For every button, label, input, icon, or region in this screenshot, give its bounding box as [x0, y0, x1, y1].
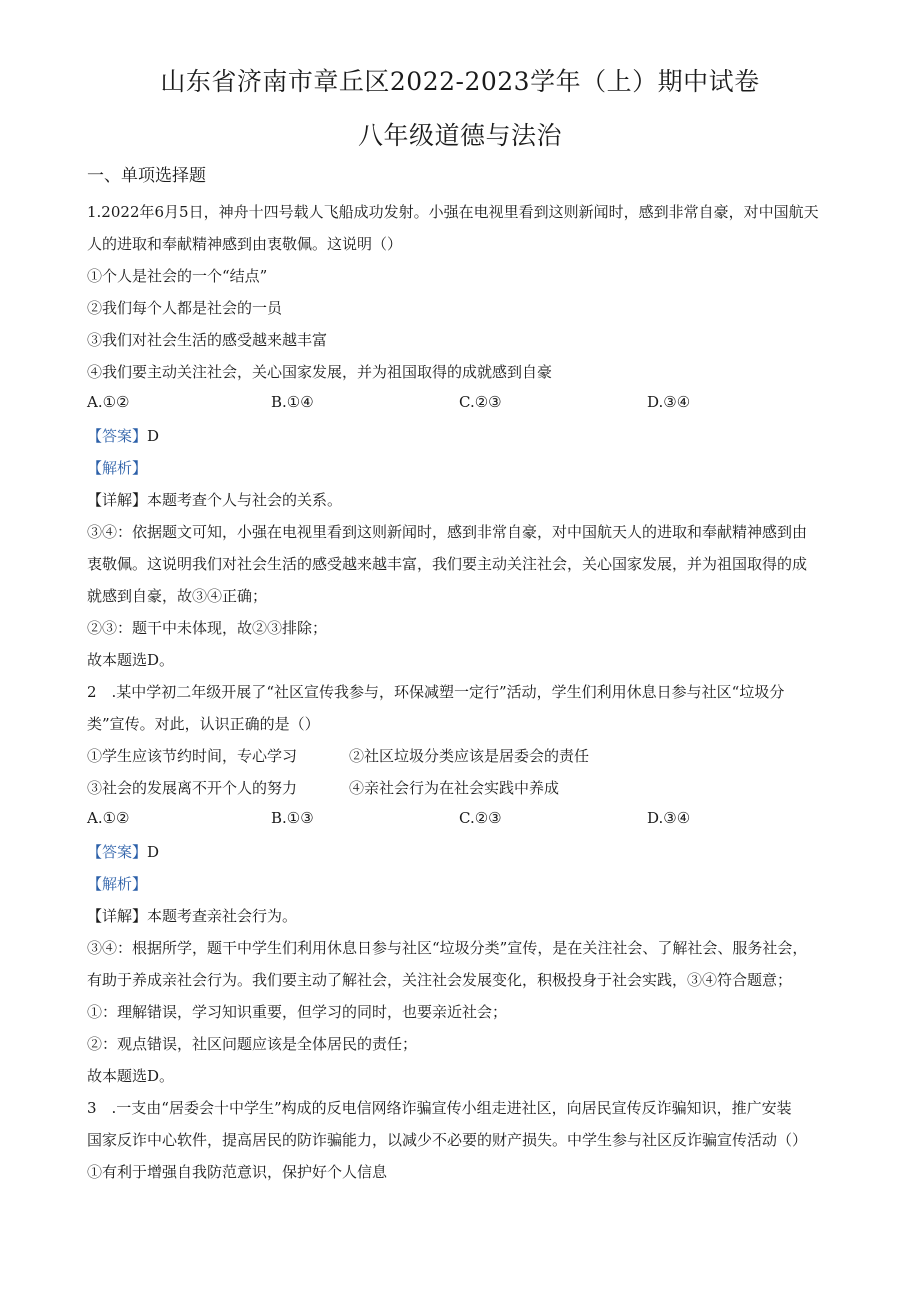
q2-answer-value: D — [147, 843, 160, 861]
q3-stem-line-2: 国家反诈中心软件，提高居民的防诈骗能力，以减少不必要的财产损失。中学生参与社区反诈骗宣传活动（） — [87, 1131, 808, 1149]
q2-stem-line-2: 类”宣传。对此，认识正确的是（） — [87, 715, 320, 733]
q1-option-b: B.①④ — [271, 393, 314, 411]
q2-statement-2: ②社区垃圾分类应该是居委会的责任 — [349, 747, 590, 765]
q1-answer — [87, 425, 159, 446]
q2-detail-text: 本题考查亲社会行为。 — [147, 907, 298, 925]
q1-detail — [87, 489, 342, 510]
section-heading: 一、单项选择题 — [87, 166, 206, 186]
q1-stem-line-1: 1.2022年6月5日，神舟十四号载人飞船成功发射。小强在电视里看到这则新闻时，感到非常自豪，对中国航天 — [87, 203, 819, 221]
page-subtitle: 八年级道德与法治 — [357, 121, 562, 150]
q1-explanation-3: 就感到自豪，故③④正确； — [87, 587, 268, 605]
page-title: 山东省济南市章丘区2022-2023学年（上）期中试卷 — [160, 67, 760, 96]
q3-stem-line-1: 3 .一支由“居委会十中学生”构成的反电信网络诈骗宣传小组走进社区，向居民宣传反诈骗知识，推广安装 — [87, 1099, 792, 1117]
q1-answer-value: D — [147, 427, 160, 445]
q1-option-a: A.①② — [87, 393, 130, 411]
q2-detail-tag: 【详解】 — [87, 907, 148, 925]
q2-explanation-2: 有助于养成亲社会行为。我们要主动了解社会，关注社会发展变化，积极投身于社会实践，③④符合题意； — [87, 971, 793, 989]
q2-statement-4: ④亲社会行为在社会实践中养成 — [349, 779, 560, 797]
q2-option-d: D.③④ — [647, 809, 691, 827]
q1-detail-text: 本题考查个人与社会的关系。 — [147, 491, 343, 509]
q1-answer-tag: 【答案】 — [87, 427, 148, 445]
q2-answer-tag: 【答案】 — [87, 843, 148, 861]
q2-option-b: B.①③ — [271, 809, 314, 827]
q1-explanation-2: 衷敬佩。这说明我们对社会生活的感受越来越丰富，我们要主动关注社会，关心国家发展，并为祖国取得的成 — [87, 555, 808, 573]
q2-explanation-1: ③④：根据所学，题干中学生们利用休息日参与社区“垃圾分类”宣传，是在关注社会、了解社会、服务社会， — [87, 939, 808, 957]
q2-explanation-3: ①：理解错误，学习知识重要，但学习的同时，也要亲近社会； — [87, 1003, 508, 1021]
q1-explanation-4: ②③：题干中未体现，故②③排除； — [87, 619, 328, 637]
q1-statement-2: ②我们每个人都是社会的一员 — [87, 299, 283, 317]
q2-explanation-4: ②：观点错误，社区问题应该是全体居民的责任； — [87, 1035, 418, 1053]
q2-statement-1: ①学生应该节约时间，专心学习 — [87, 747, 298, 765]
q1-option-c: C.②③ — [459, 393, 502, 411]
q1-conclusion: 故本题选D。 — [87, 651, 175, 669]
q2-statement-3: ③社会的发展离不开个人的努力 — [87, 779, 298, 797]
q1-option-d: D.③④ — [647, 393, 691, 411]
q1-explanation-1: ③④：依据题文可知，小强在电视里看到这则新闻时，感到非常自豪，对中国航天人的进取和奉献精神感到由 — [87, 523, 808, 541]
q1-statement-4: ④我们要主动关注社会，关心国家发展，并为祖国取得的成就感到自豪 — [87, 363, 553, 381]
q1-detail-tag: 【详解】 — [87, 491, 148, 509]
q2-option-a: A.①② — [87, 809, 130, 827]
q1-statement-3: ③我们对社会生活的感受越来越丰富 — [87, 331, 328, 349]
q2-answer — [87, 841, 159, 862]
q2-option-c: C.②③ — [459, 809, 502, 827]
q2-stem-line-1: 2 .某中学初二年级开展了“社区宣传我参与，环保减塑一定行”活动，学生们利用休息日参与社区“垃圾分 — [87, 683, 785, 701]
q1-analysis-tag: 【解析】 — [87, 459, 148, 477]
q1-statement-1: ①个人是社会的一个“结点” — [87, 267, 268, 285]
q2-conclusion: 故本题选D。 — [87, 1067, 175, 1085]
q1-stem-line-2: 人的进取和奉献精神感到由衷敬佩。这说明（） — [87, 235, 403, 253]
q2-analysis-tag: 【解析】 — [87, 875, 148, 893]
q2-detail — [87, 905, 297, 926]
q3-statement-1: ①有利于增强自我防范意识，保护好个人信息 — [87, 1163, 388, 1181]
